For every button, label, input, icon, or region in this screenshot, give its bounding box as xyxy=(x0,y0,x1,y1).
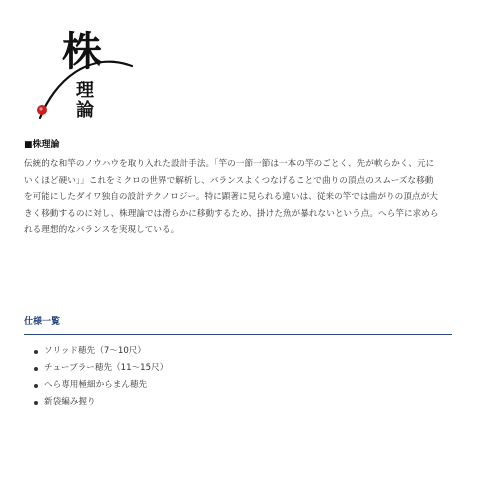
spec-item-text: 新袋編み握り xyxy=(44,397,96,407)
description-heading: ■株理論 xyxy=(24,140,60,150)
bullet-icon xyxy=(34,384,38,388)
description-line: 伝統的な和竿のノウハウを取り入れた設計手法。「竿の一節一節は一本の竿のごとく、先が軟らかく、元に xyxy=(24,159,435,169)
kabu-riron-logo xyxy=(28,22,138,132)
logo-char-kabu: 株 xyxy=(62,28,102,75)
description-line: を可能にしたダイワ独自の設計テクノロジー。特に顕著に見られる違いは、従来の竿では曲がりの頂点が大 xyxy=(24,192,438,202)
spec-list xyxy=(24,343,452,411)
spec-item-text: ソリッド穂先（7～10尺） xyxy=(44,346,146,356)
spec-list-item xyxy=(24,394,452,411)
spec-list-item xyxy=(24,343,452,360)
description-line: いくほど硬い」」これをミクロの世界で解析し、バランスよくつなげることで曲りの頂点のスムーズな移動 xyxy=(24,175,434,186)
bullet-icon xyxy=(34,367,38,371)
spec-list-item xyxy=(24,360,452,377)
logo-char-ri: 理 xyxy=(76,80,94,101)
description-line: きく移動するのに対し、株理論では滑らかに移動するため、掛けた魚が暴れないという点。へら竿に求めら xyxy=(24,208,439,219)
bullet-icon xyxy=(34,401,38,405)
spec-item-text: チューブラー穂先（11～15尺） xyxy=(44,363,169,373)
spec-section xyxy=(24,316,452,411)
bullet-icon xyxy=(34,350,38,354)
logo-char-ron: 論 xyxy=(76,100,94,121)
description-section xyxy=(24,139,456,239)
spec-list-item xyxy=(24,377,452,394)
description-body xyxy=(24,156,456,239)
spec-title: 仕様一覧 xyxy=(24,316,452,335)
spec-item-text: へら専用極細からまん穂先 xyxy=(44,380,148,390)
description-line: れる理想的なバランスを実現している。 xyxy=(24,225,180,235)
